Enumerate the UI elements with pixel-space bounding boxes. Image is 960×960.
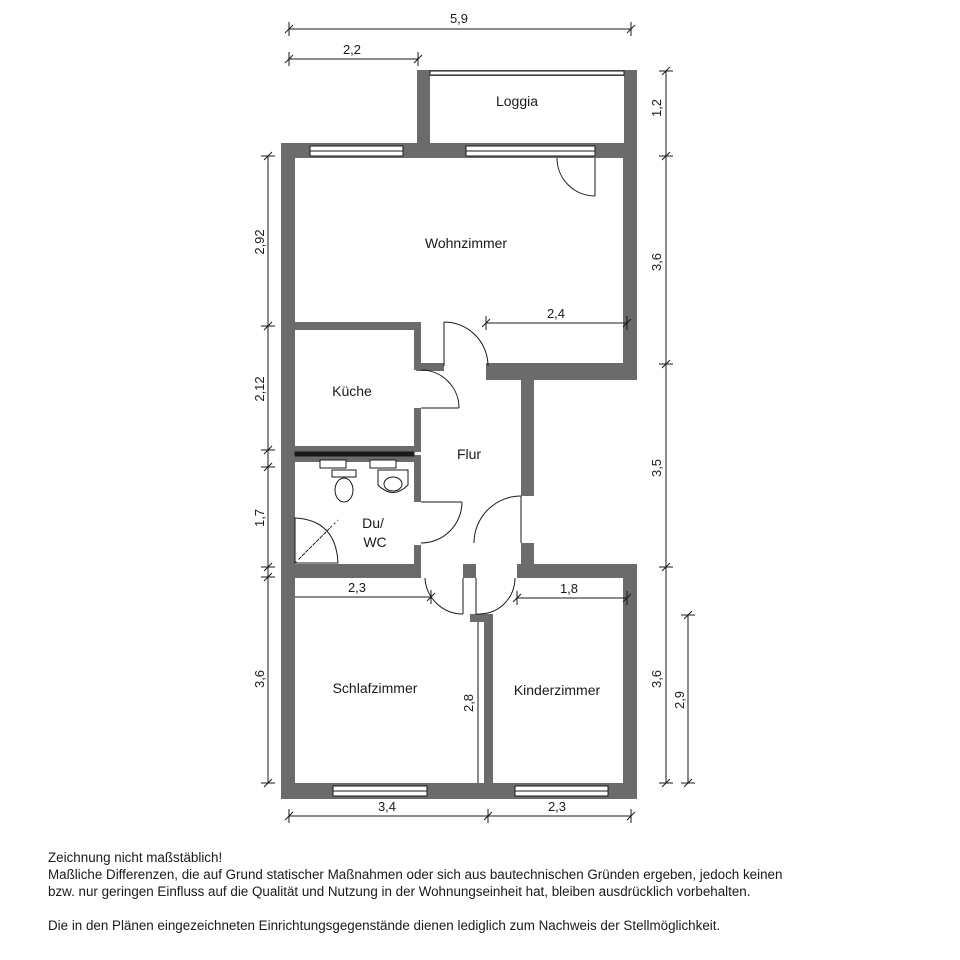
kueche-right-wall-upper [414,322,421,370]
note-not-to-scale: Zeichnung nicht maßstäblich! [48,850,223,865]
bad-door [421,502,462,543]
toilet-icon [332,470,356,502]
bedroom-partition-top [470,614,493,622]
note-furnishing: Die in den Plänen eingezeichneten Einrichtungsgegenstände dienen lediglich zum Nachweis der Stellmöglichkeit. [48,918,721,933]
kueche-top-wall [281,322,421,330]
dim-left-kueche: 2,12 [252,376,267,402]
dim-right-mid: 3,5 [649,458,664,478]
dim-bottom-left: 3,4 [377,799,397,814]
room-label-wohnzimmer: Wohnzimmer [424,235,508,251]
room-label-du: Du/ [362,515,384,531]
sink-icon [378,470,408,493]
dim-top-total: 5,9 [449,11,469,26]
right-wall-wohnzimmer [623,143,637,380]
dim-right-outer: 2,9 [672,690,687,710]
room-label-kinderzimmer: Kinderzimmer [513,682,601,698]
dim-left-bottom: 3,6 [252,669,267,689]
note-differences-line2: bzw. nur geringen Einfluss auf die Qualität und Nutzung in der Wohnungseinheit hat, bleiben ausdrücklich vorbehalten. [48,884,751,899]
loggia-door [557,158,595,196]
wohnzimmer-door [444,322,488,366]
room-label-loggia: Loggia [495,93,539,109]
dim-top-loggia: 2,2 [342,42,362,57]
bedroom-partition [484,620,493,799]
dim-right-loggia: 1,2 [649,98,664,118]
disclaimer-notes [48,849,948,934]
kinderzimmer-door [476,578,515,614]
loggia-window [430,71,624,75]
bedrooms-top-wall-mid [463,564,476,578]
bathroom-fixtures [295,452,414,563]
dim-right-bottom: 3,6 [649,669,664,689]
kitchen-counter-icon [295,452,414,456]
dim-schlaf-inner: 2,8 [461,693,476,713]
left-outer-wall [281,143,295,799]
flur-right-door [474,496,521,543]
room-label-wc: WC [363,534,387,550]
dim-right-wohn: 3,6 [649,252,664,272]
bad-right-wall-upper [414,455,421,502]
kueche-right-wall-lower [414,408,421,450]
loggia-wall-left [417,70,430,146]
kueche-door [421,370,459,408]
dim-left-bad: 1,7 [252,508,267,528]
dim-schlaf-top: 2,3 [347,580,367,595]
flur-right-wall-upper [521,368,534,496]
kinder-top-wall [517,564,637,578]
kueche-bottom-wall [281,446,421,452]
flur-right-wall-lower [521,543,534,567]
room-label-kueche: Küche [332,383,372,399]
doors [421,158,595,614]
room-label-schlafzimmer: Schlafzimmer [332,680,418,696]
dim-kinder-top: 1,8 [559,581,579,596]
bad-bottom-wall [281,564,421,578]
note-differences-line1: Maßliche Differenzen, die auf Grund statischer Maßnahmen oder sich aus bautechnischen Gründen ergeben, jedoch keinen [48,867,783,882]
dim-left-wohn: 2,92 [252,229,267,255]
wohnzimmer-bottom-wall [486,363,637,380]
shower-icon [295,518,338,563]
loggia-wall-right [624,70,637,146]
room-label-flur: Flur [456,446,482,462]
dim-bottom-right: 2,3 [547,799,567,814]
dim-wohn-inner: 2,4 [546,306,566,321]
